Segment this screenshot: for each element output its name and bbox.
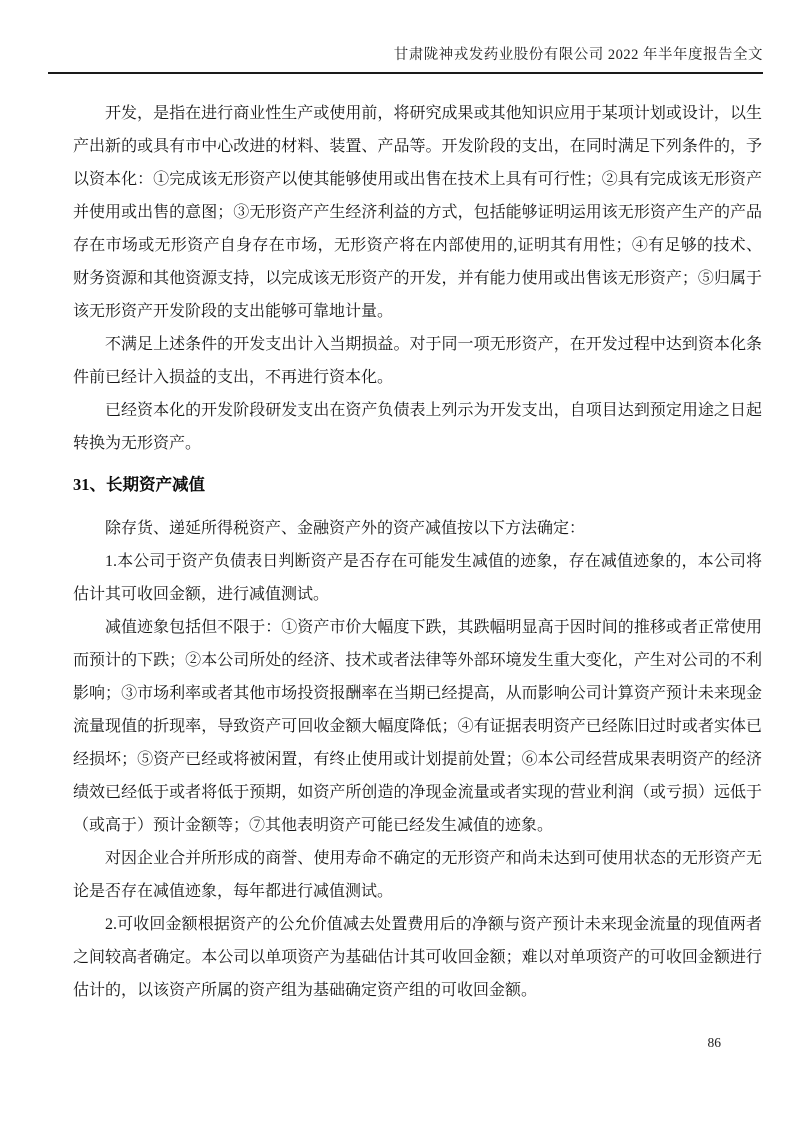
paragraph-capitalized-development: 已经资本化的开发阶段研发支出在资产负债表上列示为开发支出，自项目达到预定用途之日起转换为无形资产。 xyxy=(73,402,762,452)
section-heading-long-term-asset-impairment: 31、长期资产减值 xyxy=(73,475,205,494)
page-number: 86 xyxy=(707,1035,721,1050)
paragraph-recoverable-amount: 2.可收回金额根据资产的公允价值减去处置费用后的净额与资产预计未来现金流量的现值两者之间较高者确定。本公司以单项资产为基础估计其可收回金额；难以对单项资产的可收回金额进行估计的，以该资产所属的资产组为基础确定资产组的可收回金额。 xyxy=(73,916,762,999)
paragraph-impairment-indicators: 减值迹象包括但不限于：①资产市价大幅度下跌，其跌幅明显高于因时间的推移或者正常使用而预计的下跌；②本公司所处的经济、技术或者法律等外部环境发生重大变化，产生对公司的不利影响；③市场利率或者其他市场投资报酬率在当期已经提高，从而影响公司计算资产预计未来现金流量现值的折现率，导致资产可回收金额大幅度降低；④有证据表明资产已经陈旧过时或者实体已经损坏；⑤资产已经或将被闲置，有终止使用或计划提前处置；⑥本公司经营成果表明资产的经济绩效已经低于或者将低于预期，如资产所创造的净现金流量或者实现的营业利润（或亏损）远低于（或高于）预计金额等；⑦其他表明资产可能已经发生减值的迹象。 xyxy=(73,619,762,834)
report-header-title: 甘肃陇神戎发药业股份有限公司 2022 年半年度报告全文 xyxy=(393,47,763,63)
paragraph-expense-not-capitalized: 不满足上述条件的开发支出计入当期损益。对于同一项无形资产，在开发过程中达到资本化条件前已经计入损益的支出，不再进行资本化。 xyxy=(73,336,762,386)
paragraph-development-definition: 开发，是指在进行商业性生产或使用前，将研究成果或其他知识应用于某项计划或设计，以生产出新的或具有市中心改进的材料、装置、产品等。开发阶段的支出，在同时满足下列条件的，予以资本化：①完成该无形资产以使其能够使用或出售在技术上具有可行性；②具有完成该无形资产并使用或出售的意图；③无形资产产生经济利益的方式，包括能够证明运用该无形资产生产的产品存在市场或无形资产自身存在市场，无形资产将在内部使用的,证明其有用性；④有足够的技术、财务资源和其他资源支持，以完成该无形资产的开发，并有能力使用或出售该无形资产；⑤归属于该无形资产开发阶段的支出能够可靠地计量。 xyxy=(73,105,762,320)
page-header xyxy=(48,46,763,74)
page-footer xyxy=(708,1035,722,1051)
page-content xyxy=(73,97,762,1007)
paragraph-goodwill-annual-test: 对因企业合并所形成的商誉、使用寿命不确定的无形资产和尚未达到可使用状态的无形资产无论是否存在减值迹象，每年都进行减值测试。 xyxy=(73,850,762,900)
paragraph-impairment-judgment: 1.本公司于资产负债表日判断资产是否存在可能发生减值的迹象，存在减值迹象的，本公司将估计其可收回金额，进行减值测试。 xyxy=(73,553,762,603)
paragraph-impairment-scope: 除存货、递延所得税资产、金融资产外的资产减值按以下方法确定： xyxy=(105,520,586,537)
